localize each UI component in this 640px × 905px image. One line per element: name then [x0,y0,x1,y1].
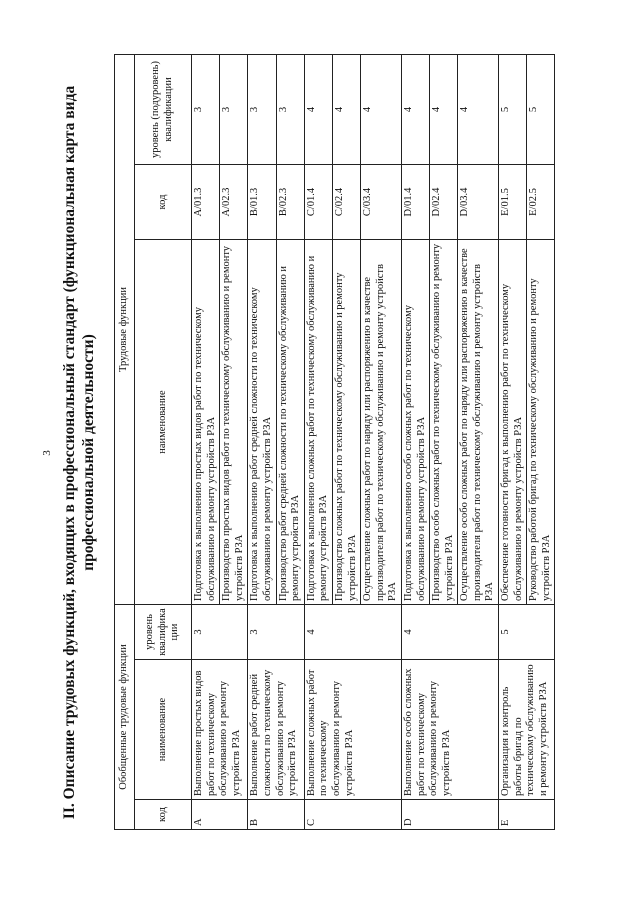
tf-code-cell: E/02.5 [527,165,555,240]
gen-level-cell: 4 [304,605,401,660]
col-header-level: уровень квалификации [135,605,192,660]
gen-code-cell: E [499,800,555,830]
tf-name-cell: Производство особо сложных работ по техническому обслуживанию и ремонту устройств РЗА [430,240,458,605]
rotated-page-content [60,35,640,870]
gen-level-cell: 3 [248,605,304,660]
tf-name-cell: Подготовка к выполнению особо сложных работ по техническому обслуживанию и ремонту устройств РЗА [401,240,429,605]
tf-name-cell: Производство сложных работ по техническому обслуживанию и ремонту устройств РЗА [332,240,360,605]
gen-name-cell: Выполнение простых видов работ по техническому обслуживанию и ремонту устройств РЗА [192,660,248,800]
tf-name-cell: Подготовка к выполнению работ средней сложности по техническому обслуживанию и ремонту устройств РЗА [248,240,276,605]
tf-level-cell: 5 [499,54,527,164]
tf-code-cell: D/01.4 [401,165,429,240]
table-row [401,54,429,829]
gen-code-cell: D [401,800,498,830]
tf-level-cell: 3 [248,54,276,164]
tf-level-cell: 5 [527,54,555,164]
tf-level-cell: 4 [304,54,332,164]
tf-code-cell: C/02.4 [332,165,360,240]
col-header-tf-name: наименование [135,240,192,605]
tf-name-cell: Производство простых видов работ по техническому обслуживанию и ремонту устройств РЗА [220,240,248,605]
tf-name-cell: Осуществление сложных работ по наряду или распоряжению в качестве производителя работ по техническому обслуживанию и ремонту устройств РЗА [361,240,402,605]
gen-code-cell: B [248,800,304,830]
gen-name-cell: Выполнение особо сложных работ по техническому обслуживанию и ремонту устройств РЗА [401,660,498,800]
section-title: II. Описание трудовых функций, входящих в профессиональный стандарт (функциональная карта вида профессиональной деятельности) [61,85,97,820]
tf-level-cell: 3 [192,54,220,164]
gen-name-cell: Выполнение работ средней сложности по техническому обслуживанию и ремонту устройств РЗА [248,660,304,800]
tf-code-cell: A/02.3 [220,165,248,240]
gen-level-cell: 4 [401,605,498,660]
tf-code-cell: B/01.3 [248,165,276,240]
tf-level-cell: 4 [401,54,429,164]
table-row [304,54,332,829]
gen-code-cell: A [192,800,248,830]
col-header-tf-level: уровень (подуровень) квалификации [135,54,192,164]
tf-code-cell: A/01.3 [192,165,220,240]
table-row [499,54,527,829]
tf-code-cell: D/03.4 [458,165,499,240]
tf-level-cell: 4 [332,54,360,164]
table-row [192,54,220,829]
col-header-name: наименование [135,660,192,800]
functional-map-table [114,54,555,830]
tf-name-cell: Производство работ средней сложности по техническому обслуживанию и ремонту устройств РЗА [276,240,304,605]
generalized-functions-header: Обобщенные трудовые функции [115,605,135,830]
tf-level-cell: 4 [430,54,458,164]
tf-name-cell: Обеспечение готовности бригад к выполнению работ по техническому обслуживанию и ремонту устройств РЗА [499,240,527,605]
tf-code-cell: E/01.5 [499,165,527,240]
tf-level-cell: 4 [458,54,499,164]
col-header-tf-code: код [135,165,192,240]
gen-level-cell: 3 [192,605,248,660]
tf-code-cell: D/02.4 [430,165,458,240]
gen-level-cell: 5 [499,605,555,660]
tf-code-cell: B/02.3 [276,165,304,240]
tf-name-cell: Подготовка к выполнению простых видов работ по техническому обслуживанию и ремонту устройств РЗА [192,240,220,605]
page-number: 3 [41,450,53,456]
table-row [248,54,276,829]
column-header-row [135,54,192,829]
tf-name-cell: Осуществление особо сложных работ по наряду или распоряжению в качестве производителя работ по техническому обслуживанию и ремонту устройств РЗА [458,240,499,605]
tf-code-cell: C/01.4 [304,165,332,240]
tf-level-cell: 3 [220,54,248,164]
tf-name-cell: Руководство работой бригад по техническому обслуживанию и ремонту устройств РЗА [527,240,555,605]
tf-code-cell: C/03.4 [361,165,402,240]
gen-name-cell: Выполнение сложных работ по техническому обслуживанию и ремонту устройств РЗА [304,660,401,800]
tf-level-cell: 3 [276,54,304,164]
group-header-row [115,54,135,829]
tf-name-cell: Подготовка к выполнению сложных работ по техническому обслуживанию и ремонту устройств РЗА [304,240,332,605]
col-header-code: код [135,800,192,830]
gen-name-cell: Организация и контроль работы бригад по техническому обслуживанию и ремонту устройств РЗА [499,660,555,800]
tf-level-cell: 4 [361,54,402,164]
labor-functions-header: Трудовые функции [115,54,135,604]
functional-map-table-wrapper [114,55,555,830]
gen-code-cell: C [304,800,401,830]
